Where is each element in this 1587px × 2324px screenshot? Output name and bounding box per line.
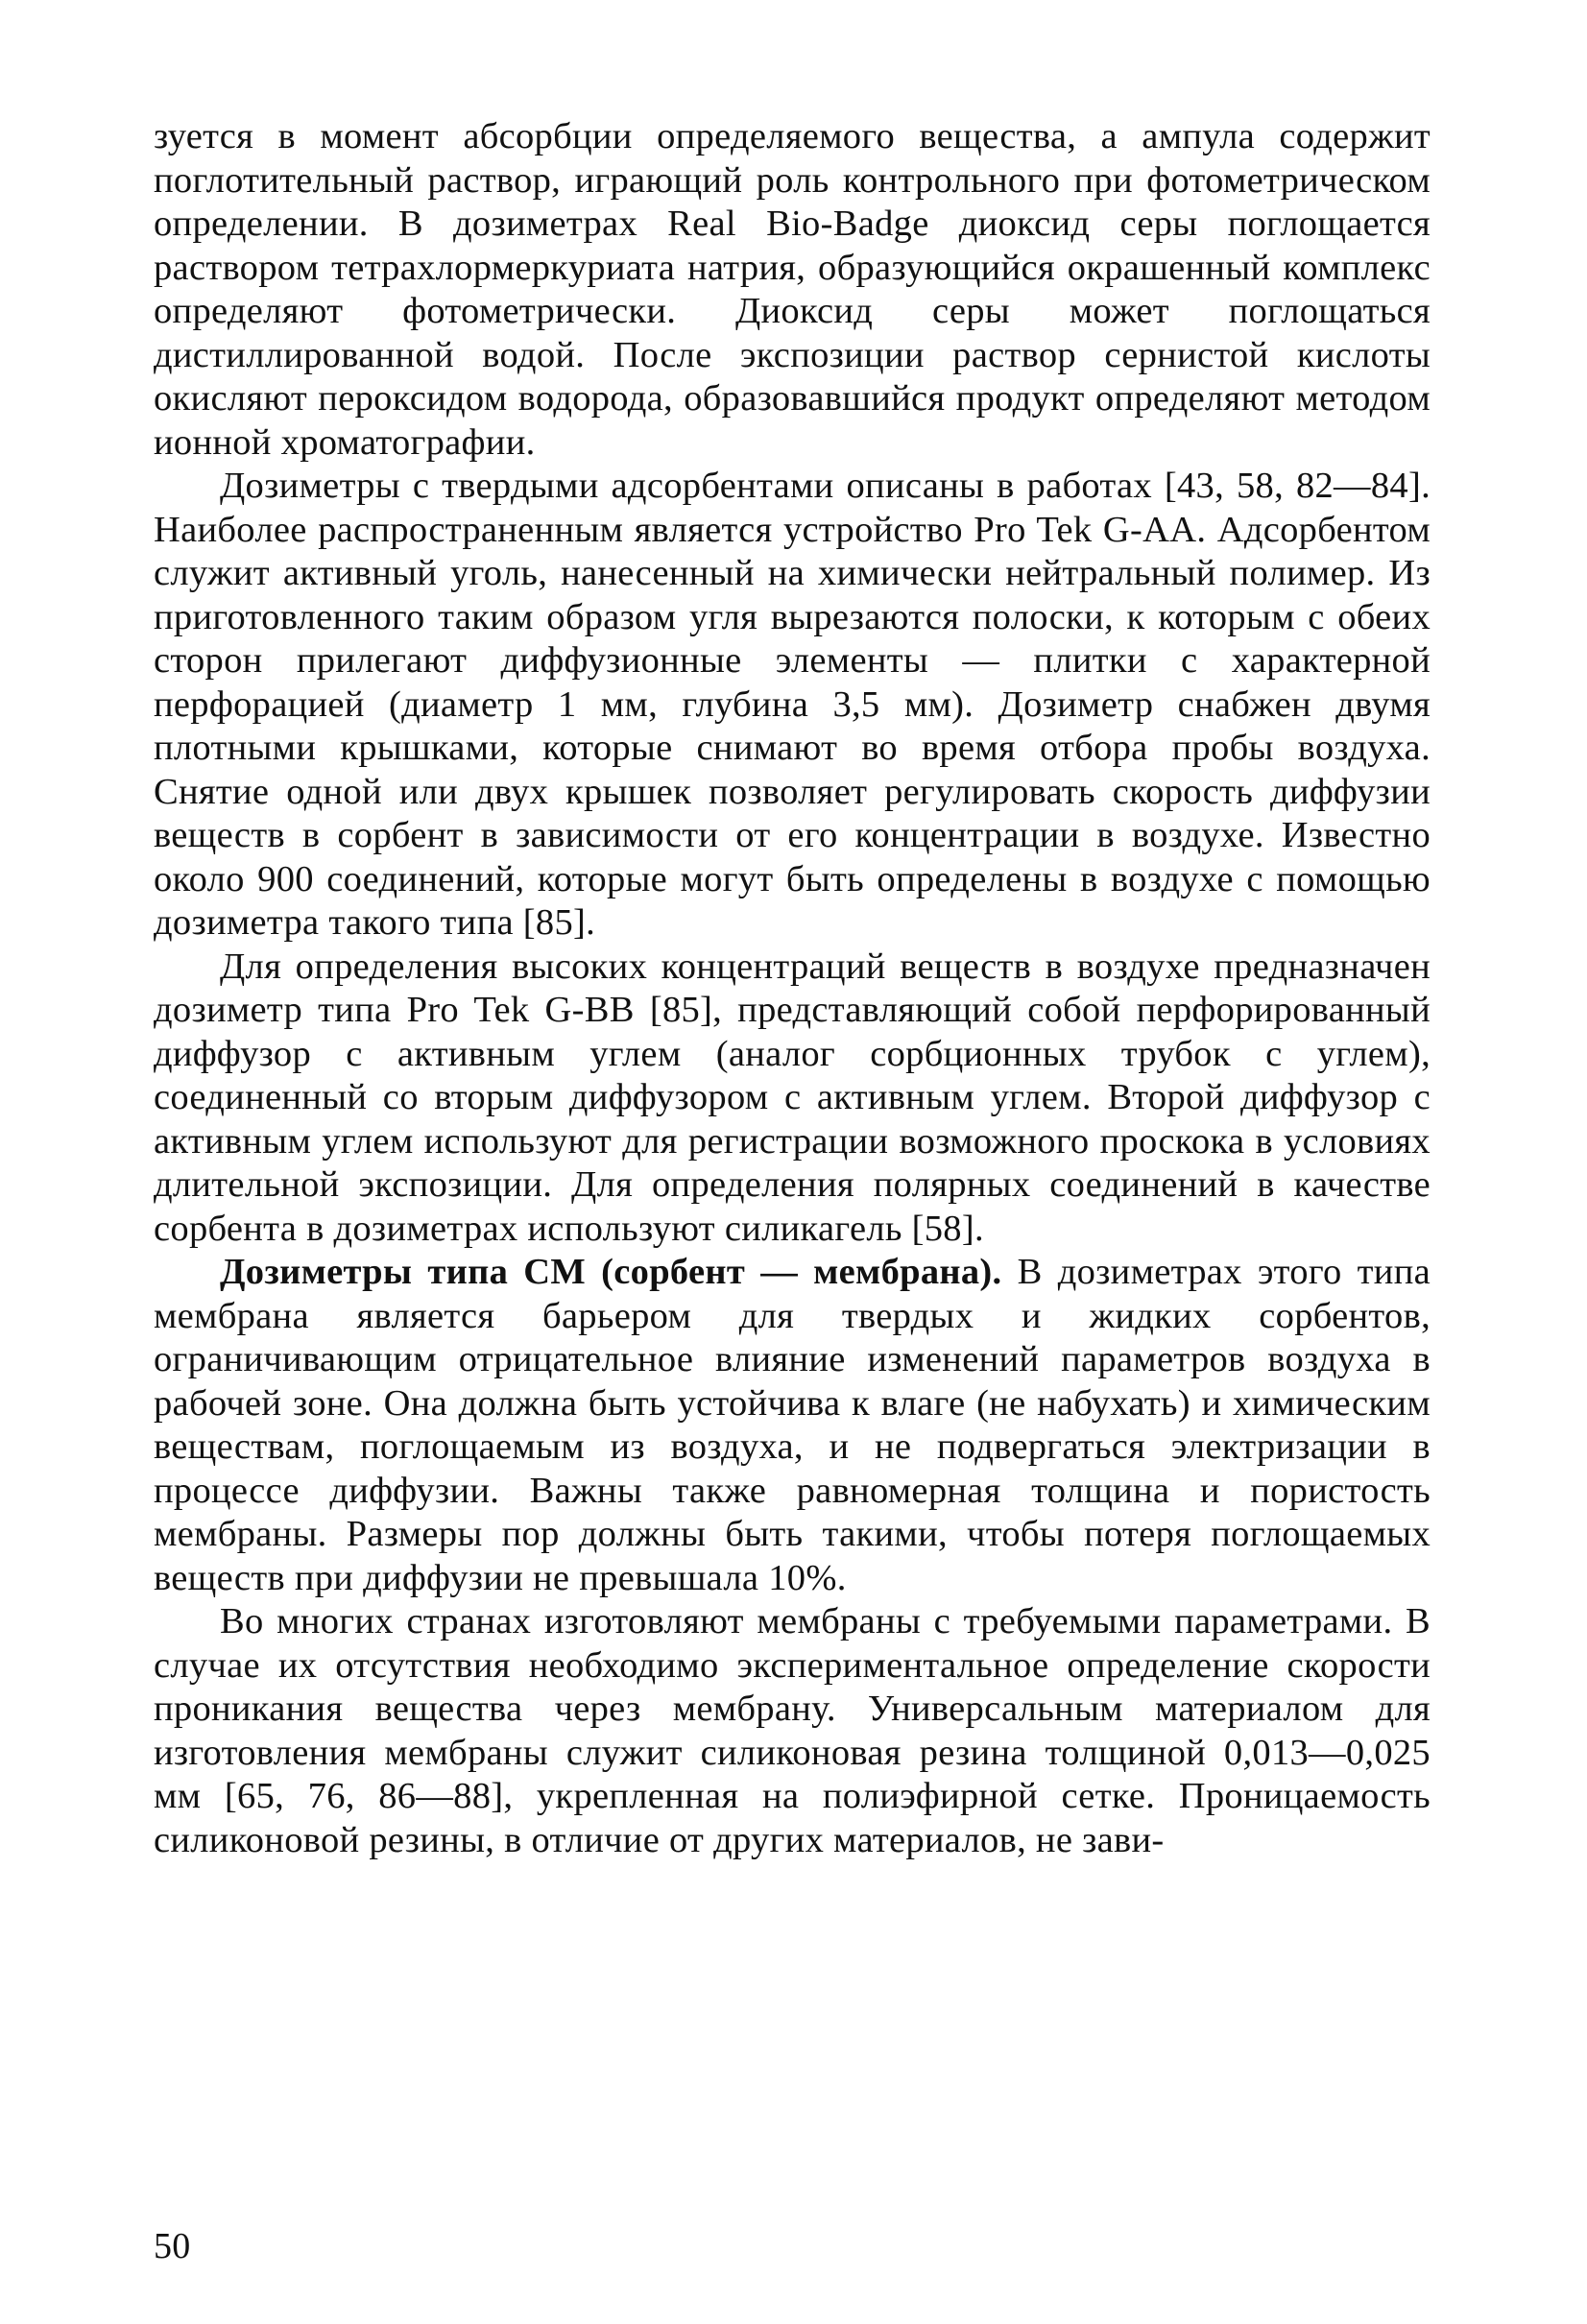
paragraph-4 [154, 1251, 1431, 1600]
paragraph-5: Во многих странах изготовляют мембраны с требуемыми параметрами. В случае их отсутствия необходимо экспериментальное определение скорости проникания вещества через мембрану. Универсальным материалом для изготовления мембраны служит силиконовая резина толщиной 0,013—0,025 мм [65, 76, 86—88], укрепленная на полиэфирной сетке. Проницаемость силиконовой резины, в отличие от других материалов, не зави- [154, 1601, 1431, 1860]
paragraph-2: Дозиметры с твердыми адсорбентами описаны в работах [43, 58, 82—84]. Наиболее распространенным является устройство Pro Tek G-AA. Адсорбентом служит активный уголь, нанесенный на химически нейтральный полимер. Из приготовленного таким образом угля вырезаются полоски, к которым с обеих сторон прилегают диффузионные элементы — плитки с характерной перфорацией (диаметр 1 мм, глубина 3,5 мм). Дозиметр снабжен двумя плотными крышками, которые снимают во время отбора пробы воздуха. Снятие одной или двух крышек позволяет регулировать скорость диффузии веществ в сорбент в зависимости от его концентрации в воздухе. Известно около 900 соединений, которые могут быть определены в воздухе с помощью дозиметра такого типа [85]. [154, 466, 1431, 943]
paragraph-3: Для определения высоких концентраций веществ в воздухе предназначен дозиметр типа Pro Tek G-BB [85], представляющий собой перфорированный диффузор с активным углем (аналог сорбционных трубок с углем), соединенный со вторым диффузором с активным углем. Второй диффузор с активным углем используют для регистрации возможного проскока в условиях длительной экспозиции. Для определения полярных соединений в качестве сорбента в дозиметрах используют силикагель [58]. [154, 946, 1431, 1249]
page-number: 50 [154, 2226, 191, 2266]
section-heading: Дозиметры типа СМ (сорбент — мембрана). [220, 1252, 1002, 1292]
paragraph-1: зуется в момент абсорбции определяемого вещества, а ампула содержит поглотительный раствор, играющий роль контрольного при фотометрическом определении. В дозиметрах Real Bio-Badge диоксид серы поглощается раствором тетрахлормеркуриата натрия, образующийся окрашенный комплекс определяют фотометрически. Диоксид серы может поглощаться дистиллированной водой. После экспозиции раствор сернистой кислоты окисляют пероксидом водорода, образовавшийся продукт определяют методом ионной хроматографии. [154, 116, 1431, 463]
book-page [154, 115, 1431, 2265]
paragraph-4-text: В дозиметрах этого типа мембрана является барьером для твердых и жидких сорбентов, ограничивающим отрицательное влияние изменений параметров воздуха в рабочей зоне. Она должна быть устойчива к влаге (не набухать) и химическим веществам, поглощаемым из воздуха, и не подвергаться электризации в процессе диффузии. Важны также равномерная толщина и пористость мембраны. Размеры пор должны быть такими, чтобы потеря поглощаемых веществ при диффузии не превышала 10%. [154, 1252, 1431, 1598]
